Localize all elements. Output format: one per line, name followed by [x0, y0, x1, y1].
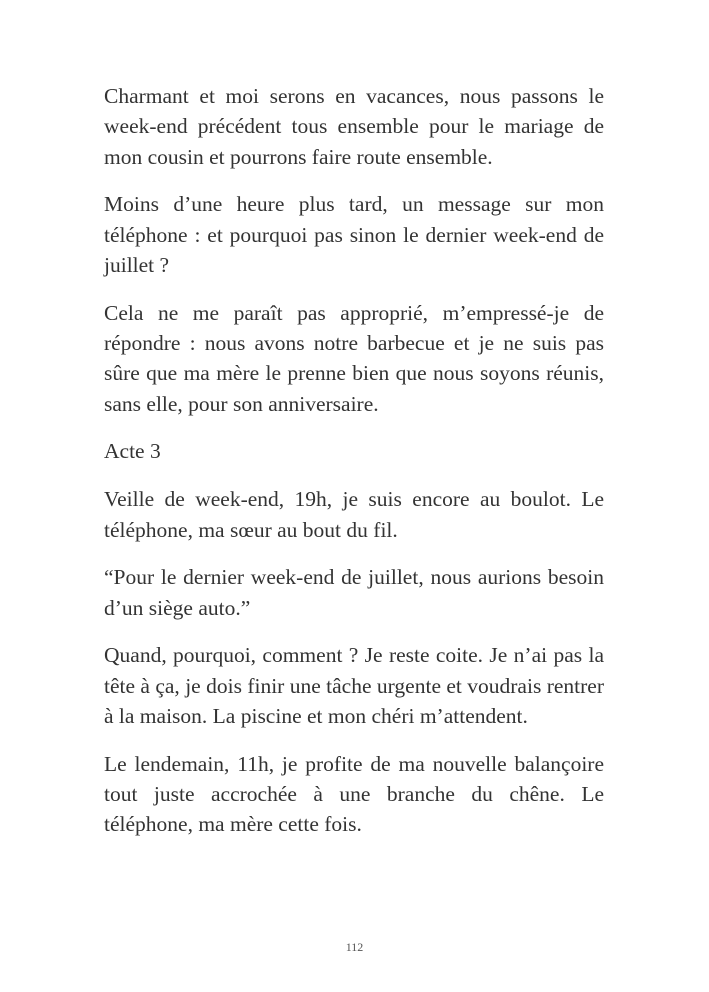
paragraph: Quand, pourquoi, comment ? Je reste coite. Je n’ai pas la tête à ça, je dois finir une tâche urgente et voudrais rentrer à la maison. La piscine et mon chéri m’attendent.: [104, 643, 604, 729]
paragraph: Veille de week-end, 19h, je suis encore au boulot. Le téléphone, ma sœur au bout du fil.: [104, 487, 604, 542]
paragraph: Le lendemain, 11h, je profite de ma nouvelle balançoire tout juste accrochée à une branche du chêne. Le téléphone, ma mère cette fois.: [104, 751, 604, 837]
page-body: [104, 81, 604, 857]
paragraph: “Pour le dernier week-end de juillet, nous aurions besoin d’un siège auto.”: [104, 565, 604, 620]
paragraph: Charmant et moi serons en vacances, nous passons le week-end précédent tous ensemble pour le mariage de mon cousin et pourrons faire route ensemble.: [104, 84, 604, 169]
page-number: 112: [345, 940, 364, 954]
paragraph: Cela ne me paraît pas approprié, m’empressé-je de répondre : nous avons notre barbecue et je ne suis pas sûre que ma mère le prenne bien que nous soyons réunis, sans elle, pour son anniversaire.: [104, 300, 604, 416]
paragraph: Moins d’une heure plus tard, un message sur mon téléphone : et pourquoi pas sinon le dernier week-end de juillet ?: [104, 192, 604, 277]
section-heading: Acte 3: [104, 439, 161, 464]
